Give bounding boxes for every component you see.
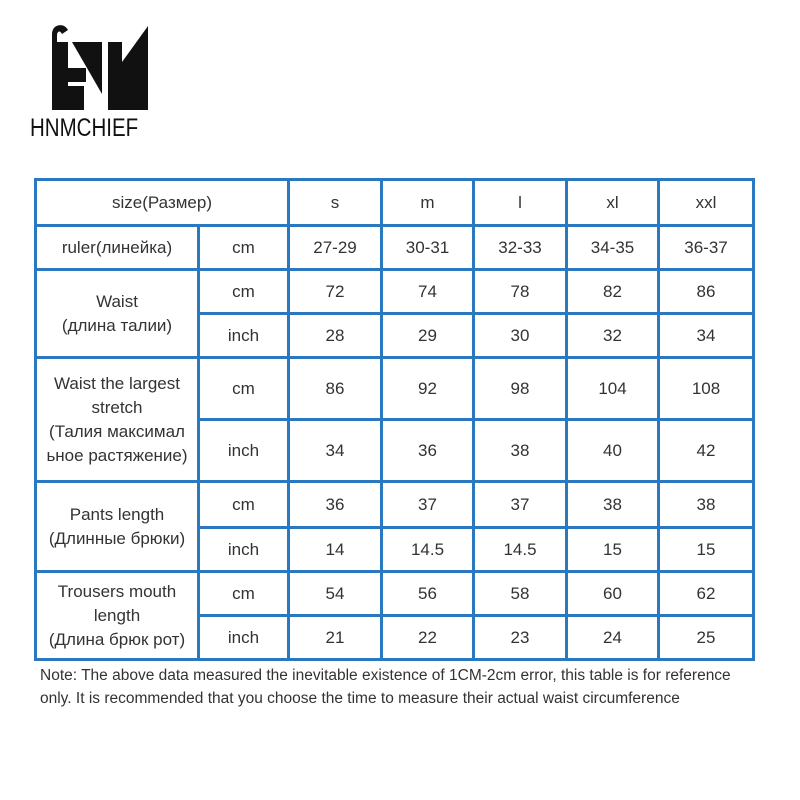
unit-cell: inch [199,528,289,572]
value-cell: 37 [382,482,474,528]
value-cell: 34 [289,420,382,482]
value-cell: 82 [567,270,659,314]
measurement-note: Note: The above data measured the inevitable existence of 1CM-2cm error, this table is for reference only. It is recommended that you choose the time to measure their actual waist circumference [40,667,731,707]
size-header-cell: s [289,180,382,226]
measurement-label [36,572,199,660]
size-header-label: size(Размер) [36,180,289,226]
size-chart-table [34,178,755,661]
value-cell: 56 [382,572,474,616]
brand-logo [30,22,180,142]
value-cell: 15 [659,528,754,572]
value-cell: 108 [659,358,754,420]
value-cell: 22 [382,616,474,660]
value-cell: 78 [474,270,567,314]
value-cell: 14 [289,528,382,572]
measurement-row [36,270,754,314]
measurement-label-line: stretch [91,397,143,417]
value-cell: 54 [289,572,382,616]
unit-cell: cm [199,226,289,270]
value-cell: 42 [659,420,754,482]
value-cell: 62 [659,572,754,616]
measurement-row [36,482,754,528]
value-cell: 60 [567,572,659,616]
measurement-label [36,270,199,358]
measurement-label-line: (Длина брюк рот) [48,629,186,649]
value-cell: 38 [474,420,567,482]
measurement-label-line: Pants length [69,504,165,524]
unit-cell: inch [199,420,289,482]
value-cell: 30-31 [382,226,474,270]
measurement-label-line: (Длинные брюки) [48,528,186,548]
ruler-row [36,226,754,270]
measurement-label-line: Trousers mouth [57,581,177,601]
unit-cell: inch [199,314,289,358]
unit-cell: cm [199,572,289,616]
measurement-label-line: (длина талии) [61,315,173,335]
measurement-row [36,358,754,420]
size-header-cell: xxl [659,180,754,226]
value-cell: 40 [567,420,659,482]
value-cell: 36 [289,482,382,528]
value-cell: 92 [382,358,474,420]
value-cell: 86 [659,270,754,314]
unit-cell: cm [199,358,289,420]
value-cell: 36-37 [659,226,754,270]
value-cell: 37 [474,482,567,528]
value-cell: 14.5 [382,528,474,572]
value-cell: 34-35 [567,226,659,270]
value-cell: 23 [474,616,567,660]
brand-logo-mark [42,22,154,114]
unit-cell: cm [199,482,289,528]
size-header-cell: m [382,180,474,226]
measurement-label-line: Waist [96,291,138,311]
measurement-row [36,572,754,616]
unit-cell: inch [199,616,289,660]
value-cell: 34 [659,314,754,358]
value-cell: 104 [567,358,659,420]
value-cell: 38 [659,482,754,528]
value-cell: 28 [289,314,382,358]
measurement-label [36,358,199,482]
measurement-label-line: Waist the largest [54,373,180,393]
value-cell: 25 [659,616,754,660]
ruler-label: ruler(линейка) [36,226,199,270]
measurement-label-line: ьное растяжение) [46,445,188,465]
value-cell: 74 [382,270,474,314]
value-cell: 32 [567,314,659,358]
value-cell: 29 [382,314,474,358]
value-cell: 15 [567,528,659,572]
measurement-label-line: (Талия максимал [49,421,185,441]
value-cell: 24 [567,616,659,660]
value-cell: 21 [289,616,382,660]
value-cell: 72 [289,270,382,314]
value-cell: 86 [289,358,382,420]
value-cell: 58 [474,572,567,616]
value-cell: 36 [382,420,474,482]
value-cell: 14.5 [474,528,567,572]
brand-name: HNMCHIEF [30,114,139,142]
value-cell: 38 [567,482,659,528]
unit-cell: cm [199,270,289,314]
value-cell: 32-33 [474,226,567,270]
header-row [36,180,754,226]
value-cell: 98 [474,358,567,420]
value-cell: 27-29 [289,226,382,270]
measurement-label [36,482,199,572]
value-cell: 30 [474,314,567,358]
size-header-cell: xl [567,180,659,226]
size-header-cell: l [474,180,567,226]
measurement-label-line: length [93,605,141,625]
